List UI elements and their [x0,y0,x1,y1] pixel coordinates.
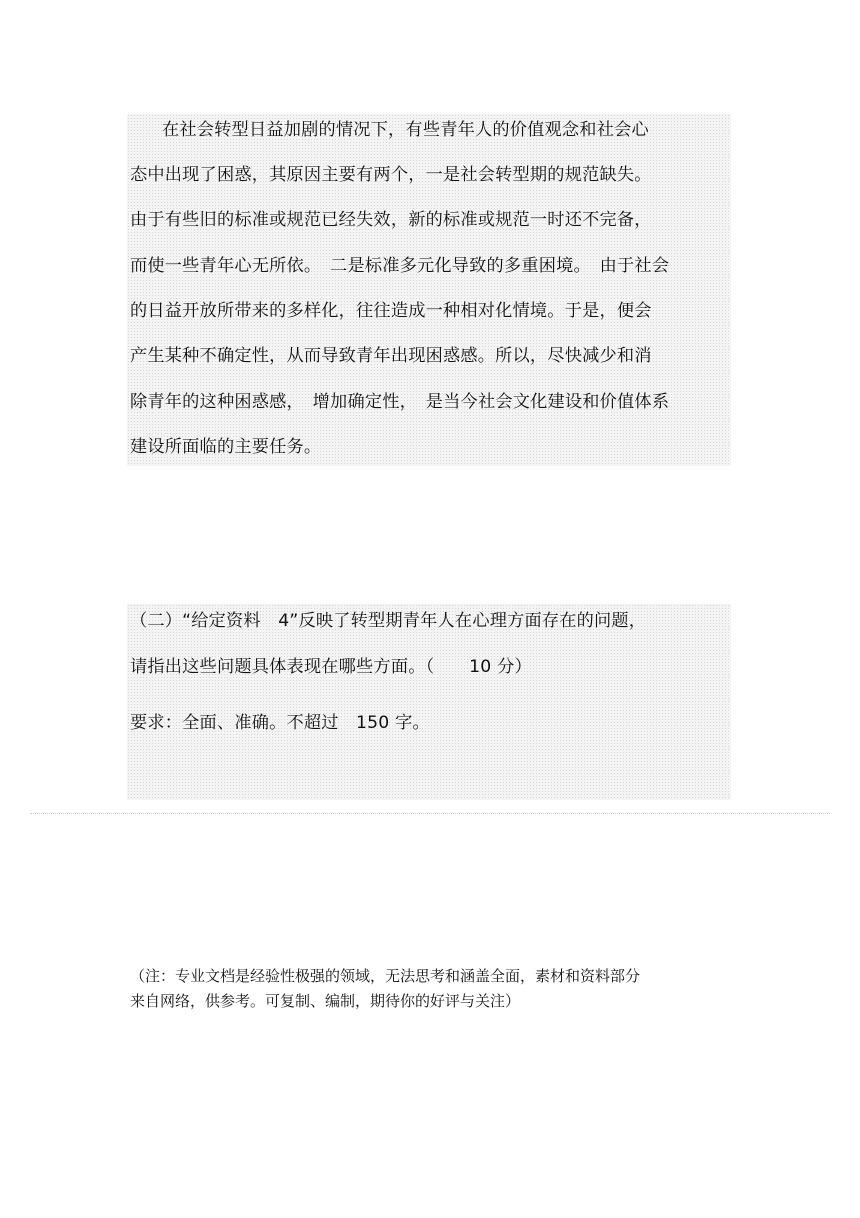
question-title: （二）“给定资料 4”反映了转型期青年人在心理方面存在的问题， [130,611,647,631]
paragraph-line: 建设所面临的主要任务。 [130,437,322,457]
paragraph-line: 而使一些青年心无所依。 二是标准多元化导致的多重困境。 由于社会 [130,256,670,276]
paragraph-line: 产生某种不确定性，从而导致青年出现困惑感。所以，尽快减少和消 [130,346,652,366]
question-requirement: 要求：全面、准确。不超过 150 字。 [130,713,430,733]
paragraph-line: 的日益开放所带来的多样化，往往造成一种相对化情境。于是，便会 [130,301,652,321]
shaded-question-block [127,604,731,800]
footnote-line: （注：专业文档是经验性极强的领域，无法思考和涵盖全面，素材和资料部分 [130,967,641,985]
paragraph-line: 由于有些旧的标准或规范已经失效，新的标准或规范一时还不完备， [130,210,652,230]
question-instruction: 请指出这些问题具体表现在哪些方面。（ 10 分） [130,657,532,677]
paragraph-line: 在社会转型日益加剧的情况下，有些青年人的价值观念和社会心 [162,120,649,140]
paragraph-line: 除青年的这种困惑感， 增加确定性， 是当今社会文化建设和价值体系 [130,392,670,412]
dotted-divider [30,813,830,814]
paragraph-line: 态中出现了困惑，其原因主要有两个，一是社会转型期的规范缺失。 [130,165,652,185]
footnote-line: 来自网络，供参考。可复制、编制，期待你的好评与关注） [130,992,521,1010]
